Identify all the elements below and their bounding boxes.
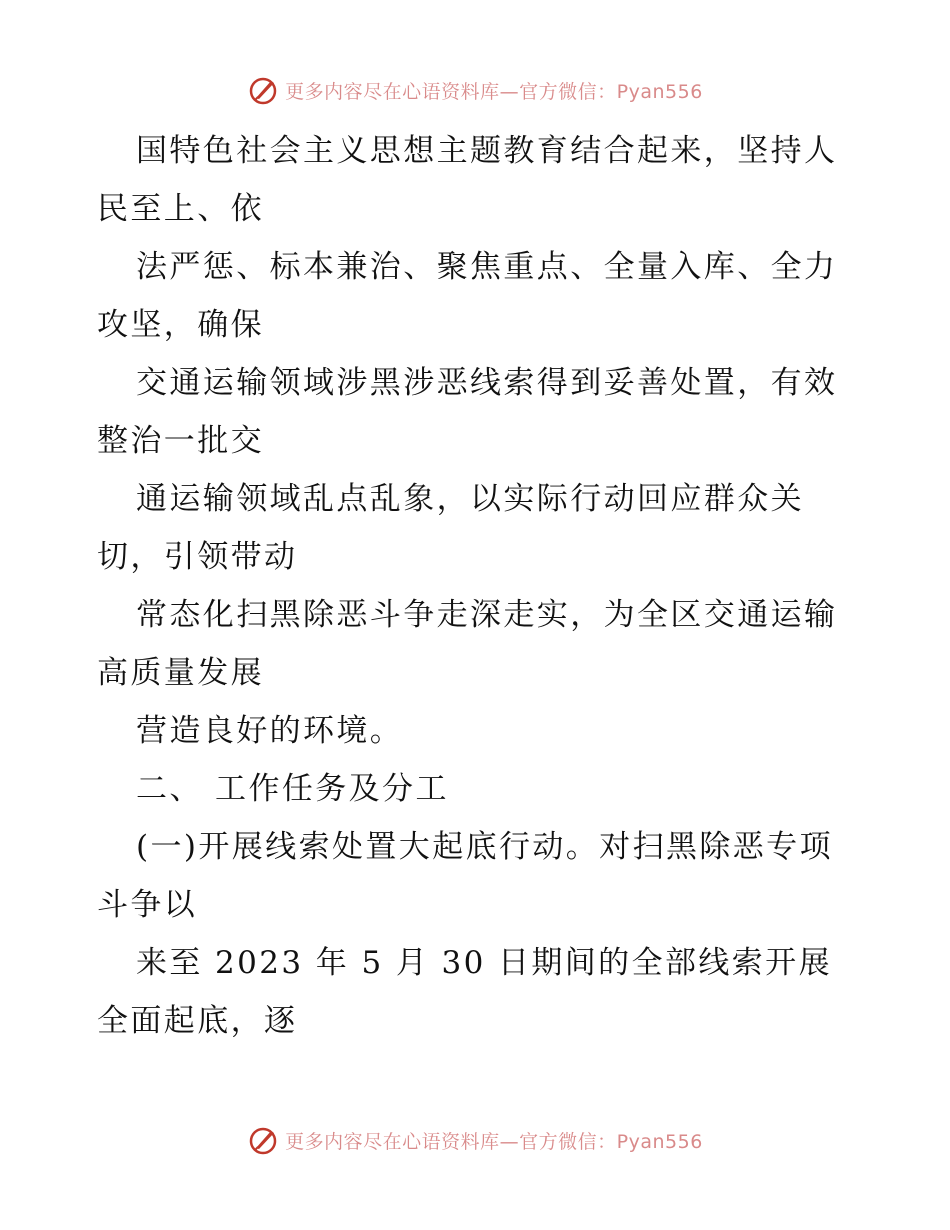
paragraph-line: (一)开展线索处置大起底行动。对扫黑除恶专项 <box>136 829 833 865</box>
paragraph-line: 切，引领带动 <box>97 539 298 575</box>
footer-watermark <box>0 1122 950 1158</box>
paragraph-line: 民至上、依 <box>97 191 264 227</box>
watermark-text: 更多内容尽在心语资料库—官方微信：Pyan556 <box>285 1130 703 1153</box>
quill-logo-icon <box>247 74 279 106</box>
watermark-text: 更多内容尽在心语资料库—官方微信：Pyan556 <box>285 80 703 103</box>
header-watermark <box>0 72 950 108</box>
quill-logo-icon <box>247 1124 279 1156</box>
document-body <box>97 122 857 1050</box>
paragraph-line: 高质量发展 <box>97 655 264 691</box>
paragraph-line: 常态化扫黑除恶斗争走深走实，为全区交通运输 <box>136 597 838 633</box>
paragraph-line: 法严惩、标本兼治、聚焦重点、全量入库、全力 <box>136 249 838 285</box>
paragraph-line: 攻坚，确保 <box>97 307 264 343</box>
paragraph-line: 整治一批交 <box>97 423 264 459</box>
paragraph-line: 来至 2023 年 5 月 30 日期间的全部线索开展 <box>136 945 832 981</box>
paragraph-line: 通运输领域乱点乱象，以实际行动回应群众关 <box>136 481 804 517</box>
paragraph-line: 营造良好的环境。 <box>136 713 404 749</box>
paragraph-line: 斗争以 <box>97 887 198 923</box>
paragraph-line: 国特色社会主义思想主题教育结合起来，坚持人 <box>136 133 838 169</box>
paragraph-line: 交通运输领域涉黑涉恶线索得到妥善处置，有效 <box>136 365 838 401</box>
paragraph-line: 全面起底，逐 <box>97 1003 298 1039</box>
section-heading: 二、 工作任务及分工 <box>136 771 449 807</box>
